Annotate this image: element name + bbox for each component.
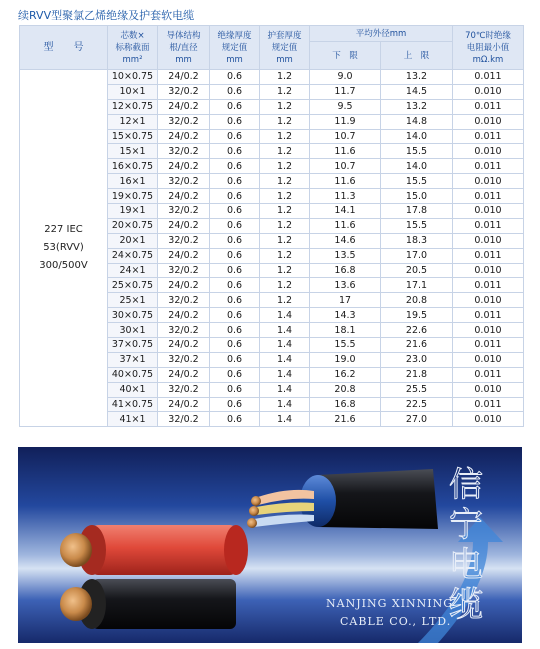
cell-resistance: 0.010	[453, 323, 524, 338]
cell-insulation: 0.6	[210, 84, 260, 99]
cell-lower: 11.3	[310, 189, 381, 204]
cell-insulation: 0.6	[210, 129, 260, 144]
cell-insulation: 0.6	[210, 293, 260, 308]
cell-upper: 21.6	[381, 338, 453, 353]
cell-cores: 30×0.75	[108, 308, 158, 323]
header-cores-unit: mm²	[122, 54, 143, 65]
cell-lower: 16.2	[310, 367, 381, 382]
cell-cores: 20×0.75	[108, 218, 158, 233]
black-sheath-cable	[318, 469, 438, 529]
core-tip-2	[249, 506, 259, 516]
cell-upper: 17.0	[381, 248, 453, 263]
header-conductor	[158, 26, 210, 70]
cell-insulation: 0.6	[210, 397, 260, 412]
cell-sheath: 1.2	[260, 263, 310, 278]
cell-insulation: 0.6	[210, 367, 260, 382]
cell-resistance: 0.011	[453, 99, 524, 114]
cell-sheath: 1.2	[260, 204, 310, 219]
cell-sheath: 1.4	[260, 367, 310, 382]
cell-lower: 11.6	[310, 144, 381, 159]
cell-sheath: 1.2	[260, 159, 310, 174]
cell-conductor: 32/0.2	[158, 382, 210, 397]
cell-conductor: 32/0.2	[158, 323, 210, 338]
core-blue	[254, 515, 314, 528]
cell-resistance: 0.011	[453, 278, 524, 293]
cell-sheath: 1.4	[260, 352, 310, 367]
header-diameter: 平均外径mm	[310, 26, 453, 42]
cell-conductor: 32/0.2	[158, 84, 210, 99]
cell-cores: 37×1	[108, 352, 158, 367]
cell-insulation: 0.6	[210, 382, 260, 397]
cell-cores: 20×1	[108, 233, 158, 248]
cell-sheath: 1.4	[260, 338, 310, 353]
product-banner	[18, 447, 522, 643]
cell-lower: 20.8	[310, 382, 381, 397]
cell-sheath: 1.4	[260, 308, 310, 323]
cell-upper: 15.0	[381, 189, 453, 204]
cell-lower: 14.1	[310, 204, 381, 219]
cell-resistance: 0.010	[453, 293, 524, 308]
black-cable	[92, 579, 236, 629]
cell-lower: 13.6	[310, 278, 381, 293]
cell-cores: 24×1	[108, 263, 158, 278]
cell-sheath: 1.4	[260, 412, 310, 427]
cell-cores: 10×0.75	[108, 70, 158, 85]
cell-insulation: 0.6	[210, 189, 260, 204]
header-resistance-line2: 电阻最小值	[466, 42, 510, 53]
cell-insulation: 0.6	[210, 174, 260, 189]
cell-lower: 14.6	[310, 233, 381, 248]
cell-sheath: 1.2	[260, 233, 310, 248]
cell-resistance: 0.010	[453, 204, 524, 219]
cell-upper: 18.3	[381, 233, 453, 248]
model-cell	[20, 70, 108, 427]
cell-cores: 16×0.75	[108, 159, 158, 174]
cell-conductor: 24/0.2	[158, 159, 210, 174]
cell-lower: 11.9	[310, 114, 381, 129]
cell-insulation: 0.6	[210, 338, 260, 353]
cell-sheath: 1.2	[260, 70, 310, 85]
cell-insulation: 0.6	[210, 99, 260, 114]
cell-insulation: 0.6	[210, 70, 260, 85]
model-line: 53(RVV) 300/500V	[39, 242, 88, 272]
cell-cores: 19×0.75	[108, 189, 158, 204]
cell-conductor: 32/0.2	[158, 412, 210, 427]
core-tip-3	[247, 518, 257, 528]
cell-upper: 20.8	[381, 293, 453, 308]
cell-cores: 25×1	[108, 293, 158, 308]
cell-sheath: 1.2	[260, 84, 310, 99]
cell-resistance: 0.010	[453, 144, 524, 159]
cell-conductor: 24/0.2	[158, 248, 210, 263]
header-cores-line1: 芯数×	[120, 30, 145, 41]
cell-insulation: 0.6	[210, 218, 260, 233]
cell-sheath: 1.2	[260, 278, 310, 293]
cell-insulation: 0.6	[210, 352, 260, 367]
header-insulation	[210, 26, 260, 70]
brand-char-2: 宁	[449, 505, 483, 545]
cell-lower: 11.6	[310, 218, 381, 233]
cell-conductor: 24/0.2	[158, 338, 210, 353]
cell-lower: 15.5	[310, 338, 381, 353]
cell-lower: 17	[310, 293, 381, 308]
cell-sheath: 1.2	[260, 114, 310, 129]
header-insulation-line1: 绝缘厚度	[217, 30, 252, 41]
cell-cores: 12×0.75	[108, 99, 158, 114]
cell-upper: 21.8	[381, 367, 453, 382]
cell-cores: 30×1	[108, 323, 158, 338]
header-cores-line2: 标称截面	[115, 42, 150, 53]
cell-resistance: 0.010	[453, 412, 524, 427]
cell-lower: 10.7	[310, 159, 381, 174]
cell-resistance: 0.010	[453, 114, 524, 129]
red-cable-copper	[60, 533, 92, 567]
cell-insulation: 0.6	[210, 114, 260, 129]
header-lower: 下 限	[310, 42, 381, 70]
cell-cores: 40×1	[108, 382, 158, 397]
cell-lower: 16.8	[310, 263, 381, 278]
brand-char-3: 电	[449, 545, 483, 585]
cell-upper: 15.5	[381, 144, 453, 159]
header-resistance-unit: mΩ.km	[472, 54, 504, 65]
cell-insulation: 0.6	[210, 144, 260, 159]
cell-cores: 16×1	[108, 174, 158, 189]
cell-resistance: 0.011	[453, 248, 524, 263]
cell-lower: 10.7	[310, 129, 381, 144]
header-sheath-line2: 规定值	[271, 42, 298, 53]
cell-lower: 16.8	[310, 397, 381, 412]
cell-sheath: 1.2	[260, 99, 310, 114]
header-conductor-unit: mm	[175, 54, 192, 65]
cell-sheath: 1.2	[260, 218, 310, 233]
cell-conductor: 32/0.2	[158, 233, 210, 248]
cell-cores: 24×0.75	[108, 248, 158, 263]
cell-lower: 9.5	[310, 99, 381, 114]
cell-upper: 14.5	[381, 84, 453, 99]
cell-lower: 9.0	[310, 70, 381, 85]
cell-cores: 40×0.75	[108, 367, 158, 382]
cell-conductor: 24/0.2	[158, 99, 210, 114]
cell-upper: 22.5	[381, 397, 453, 412]
cell-resistance: 0.011	[453, 159, 524, 174]
brand-name-en-line2: CABLE CO., LTD.	[340, 615, 452, 628]
cell-resistance: 0.011	[453, 308, 524, 323]
header-resistance	[453, 26, 524, 70]
spec-table-body	[20, 70, 524, 427]
cell-conductor: 32/0.2	[158, 204, 210, 219]
cell-conductor: 32/0.2	[158, 144, 210, 159]
cell-cores: 41×0.75	[108, 397, 158, 412]
cell-resistance: 0.011	[453, 367, 524, 382]
header-conductor-line1: 导体结构	[166, 30, 201, 41]
cell-upper: 13.2	[381, 99, 453, 114]
cell-resistance: 0.011	[453, 338, 524, 353]
cell-upper: 17.1	[381, 278, 453, 293]
red-cable	[92, 525, 236, 575]
cell-resistance: 0.010	[453, 233, 524, 248]
cell-upper: 13.2	[381, 70, 453, 85]
cell-upper: 23.0	[381, 352, 453, 367]
red-cable-end	[224, 525, 248, 575]
header-insulation-unit: mm	[226, 54, 243, 65]
cell-insulation: 0.6	[210, 278, 260, 293]
cell-cores: 10×1	[108, 84, 158, 99]
cell-lower: 19.0	[310, 352, 381, 367]
cell-resistance: 0.011	[453, 218, 524, 233]
header-insulation-line2: 规定值	[221, 42, 248, 53]
cell-resistance: 0.011	[453, 189, 524, 204]
cell-insulation: 0.6	[210, 412, 260, 427]
cell-upper: 17.8	[381, 204, 453, 219]
cell-cores: 19×1	[108, 204, 158, 219]
page-title: 续RVV型聚氯乙烯绝缘及护套软电缆	[18, 9, 195, 22]
cell-lower: 13.5	[310, 248, 381, 263]
cell-lower: 11.6	[310, 174, 381, 189]
cell-conductor: 32/0.2	[158, 114, 210, 129]
cell-sheath: 1.2	[260, 174, 310, 189]
spec-table	[19, 25, 524, 427]
header-cores	[108, 26, 158, 70]
cell-upper: 14.8	[381, 114, 453, 129]
cell-conductor: 24/0.2	[158, 397, 210, 412]
cell-lower: 14.3	[310, 308, 381, 323]
cell-conductor: 32/0.2	[158, 293, 210, 308]
cell-resistance: 0.011	[453, 70, 524, 85]
cell-sheath: 1.4	[260, 382, 310, 397]
cell-conductor: 24/0.2	[158, 308, 210, 323]
cell-insulation: 0.6	[210, 263, 260, 278]
model-line: 227 IEC	[44, 224, 83, 236]
cell-conductor: 24/0.2	[158, 218, 210, 233]
cell-upper: 15.5	[381, 218, 453, 233]
cell-insulation: 0.6	[210, 248, 260, 263]
cell-conductor: 24/0.2	[158, 189, 210, 204]
cell-conductor: 24/0.2	[158, 278, 210, 293]
cell-insulation: 0.6	[210, 308, 260, 323]
cell-cores: 15×0.75	[108, 129, 158, 144]
cell-resistance: 0.011	[453, 129, 524, 144]
cell-cores: 37×0.75	[108, 338, 158, 353]
cell-upper: 22.6	[381, 323, 453, 338]
header-model: 型 号	[20, 26, 108, 70]
cell-cores: 25×0.75	[108, 278, 158, 293]
cell-resistance: 0.010	[453, 84, 524, 99]
brand-char-4: 缆	[449, 585, 483, 625]
cell-upper: 20.5	[381, 263, 453, 278]
cell-sheath: 1.2	[260, 144, 310, 159]
table-row	[20, 70, 524, 85]
cell-insulation: 0.6	[210, 159, 260, 174]
cell-upper: 19.5	[381, 308, 453, 323]
cell-cores: 15×1	[108, 144, 158, 159]
cell-conductor: 32/0.2	[158, 174, 210, 189]
core-tip-1	[251, 496, 261, 506]
cell-lower: 11.7	[310, 84, 381, 99]
header-upper: 上 限	[381, 42, 453, 70]
cell-resistance: 0.011	[453, 397, 524, 412]
cell-lower: 18.1	[310, 323, 381, 338]
black-cable-copper	[60, 587, 92, 621]
cell-sheath: 1.2	[260, 248, 310, 263]
cell-sheath: 1.2	[260, 129, 310, 144]
cell-cores: 12×1	[108, 114, 158, 129]
cell-upper: 14.0	[381, 129, 453, 144]
cell-conductor: 24/0.2	[158, 70, 210, 85]
brand-name-en-line1: NANJING XINNING	[326, 597, 454, 610]
cell-insulation: 0.6	[210, 204, 260, 219]
cell-conductor: 32/0.2	[158, 352, 210, 367]
cell-insulation: 0.6	[210, 323, 260, 338]
cell-lower: 21.6	[310, 412, 381, 427]
brand-char-1: 信	[449, 465, 483, 505]
cell-conductor: 32/0.2	[158, 263, 210, 278]
cell-upper: 27.0	[381, 412, 453, 427]
header-sheath-unit: mm	[276, 54, 293, 65]
cell-resistance: 0.010	[453, 382, 524, 397]
cell-resistance: 0.010	[453, 263, 524, 278]
cell-upper: 15.5	[381, 174, 453, 189]
cell-conductor: 24/0.2	[158, 129, 210, 144]
cell-sheath: 1.2	[260, 189, 310, 204]
cell-insulation: 0.6	[210, 233, 260, 248]
header-sheath-line1: 护套厚度	[267, 30, 302, 41]
cell-cores: 41×1	[108, 412, 158, 427]
cell-sheath: 1.4	[260, 397, 310, 412]
cell-upper: 14.0	[381, 159, 453, 174]
cell-sheath: 1.4	[260, 323, 310, 338]
cell-sheath: 1.2	[260, 293, 310, 308]
cell-resistance: 0.010	[453, 352, 524, 367]
cell-upper: 25.5	[381, 382, 453, 397]
header-conductor-line2: 根/直径	[169, 42, 198, 53]
cell-resistance: 0.010	[453, 174, 524, 189]
cell-conductor: 24/0.2	[158, 367, 210, 382]
header-sheath	[260, 26, 310, 70]
header-resistance-line1: 70℃时绝缘	[465, 30, 511, 41]
